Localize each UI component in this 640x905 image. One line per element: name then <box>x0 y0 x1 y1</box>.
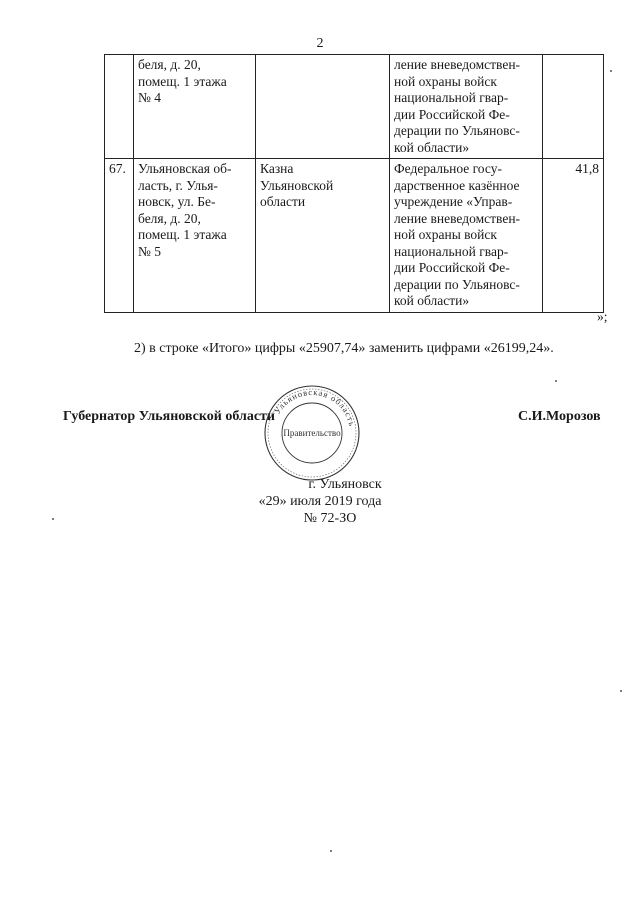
holder-line: дарственное казённое <box>394 177 520 193</box>
holder-line: ной охраны войск <box>394 73 497 89</box>
scan-speck <box>330 850 332 852</box>
holder-line: национальной гвар- <box>394 243 509 259</box>
law-number: № 72-ЗО <box>303 511 357 526</box>
signatory-name: С.И.Морозов <box>518 409 601 424</box>
signing-details <box>0 476 640 527</box>
holder-line: ной охраны войск <box>394 227 497 242</box>
seal-ring-text: Ульяновская область <box>271 386 358 428</box>
holder-line: дии Российской Фе- <box>394 260 510 275</box>
owner-cell <box>256 159 390 313</box>
page-number: 2 <box>316 36 324 51</box>
row-number-cell <box>105 55 134 159</box>
address-cell <box>134 55 256 159</box>
property-table <box>104 54 604 313</box>
area-cell <box>543 55 604 159</box>
scan-speck <box>620 690 622 692</box>
address-cell <box>134 159 256 313</box>
owner-line: области <box>260 194 306 209</box>
scan-speck <box>555 380 557 382</box>
address-line: новск, ул. Бе- <box>138 194 216 209</box>
owner-line: Ульяновской <box>260 177 334 193</box>
holder-line: кой области» <box>394 139 470 155</box>
table-row <box>105 55 604 159</box>
holder-line: кой области» <box>394 293 470 308</box>
holder-line: Федеральное госу- <box>394 161 502 176</box>
address-line: № 5 <box>138 243 162 259</box>
holder-line: дерации по Ульяновс- <box>394 276 520 292</box>
seal-center-text: Правительство <box>283 428 341 438</box>
owner-cell <box>256 55 390 159</box>
scan-speck <box>52 518 54 520</box>
holder-line: ление вневедомствен- <box>394 57 521 72</box>
address-line: беля, д. 20, <box>138 210 201 226</box>
signing-date: «29» июля 2019 года <box>258 494 382 509</box>
address-line: Ульяновская об- <box>138 161 232 176</box>
holder-cell <box>390 55 543 159</box>
holder-line: дии Российской Фе- <box>394 106 510 122</box>
holder-line: национальной гвар- <box>394 90 509 105</box>
scan-speck <box>610 70 612 72</box>
owner-line: Казна <box>260 161 294 176</box>
holder-line: дерации по Ульяновс- <box>394 123 520 138</box>
table-row <box>105 159 604 313</box>
area-cell: 41,8 <box>543 159 604 313</box>
row-number-cell: 67. <box>105 159 134 313</box>
holder-line: учреждение «Управ- <box>394 194 513 209</box>
address-line: ласть, г. Улья- <box>138 177 218 193</box>
address-line: помещ. 1 этажа <box>138 73 227 89</box>
amendment-paragraph: 2) в строке «Итого» цифры «25907,74» заменить цифрами «26199,24». <box>134 341 554 356</box>
holder-line: ление вневедомствен- <box>394 210 521 226</box>
signing-city: г. Ульяновск <box>308 477 382 492</box>
address-line: № 4 <box>138 90 162 105</box>
closing-quote-mark: »; <box>597 309 608 324</box>
address-line: помещ. 1 этажа <box>138 227 227 242</box>
address-line: беля, д. 20, <box>138 57 201 72</box>
holder-cell <box>390 159 543 313</box>
official-seal <box>262 383 362 483</box>
signatory-title: Губернатор Ульяновской области <box>63 409 275 424</box>
